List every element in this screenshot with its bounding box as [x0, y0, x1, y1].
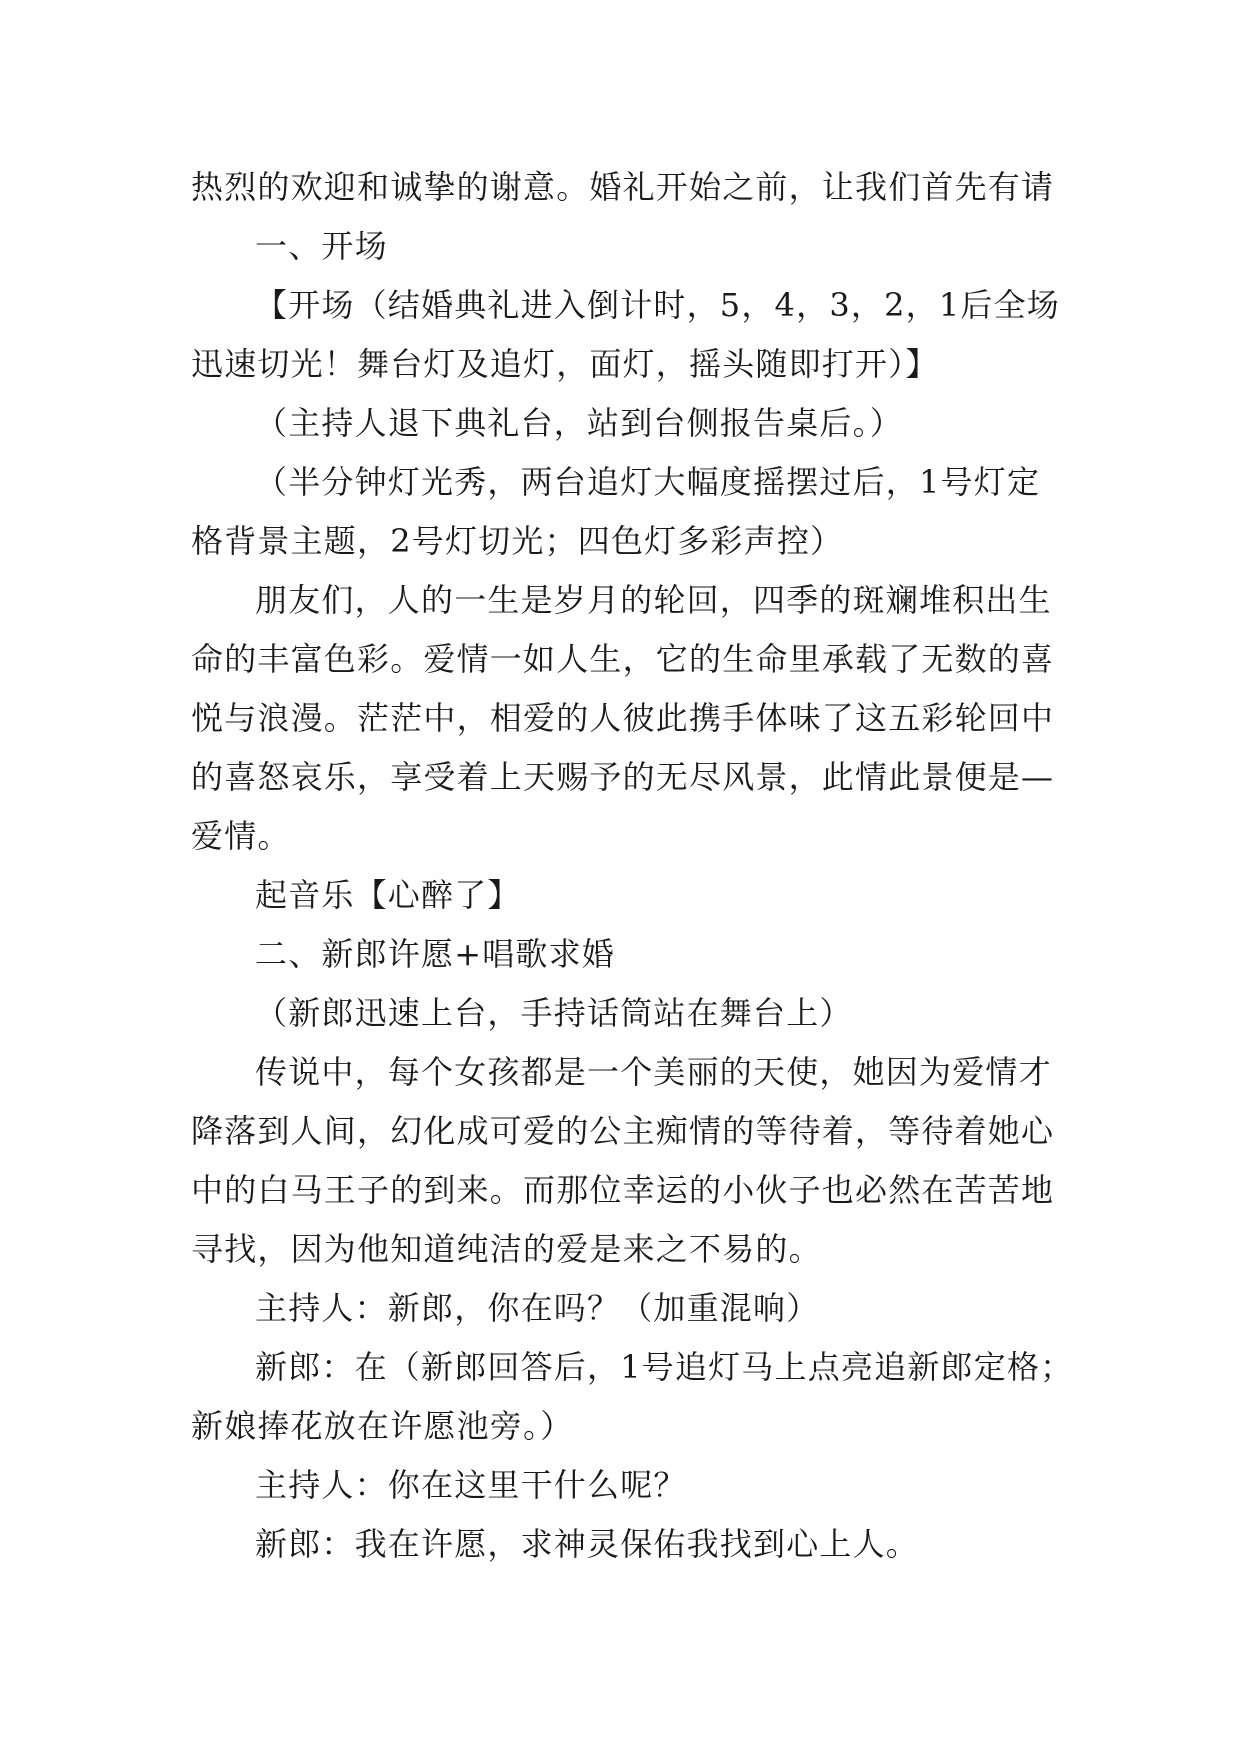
dialogue-line: 主持人：新郎，你在吗？（加重混响）: [255, 1289, 820, 1327]
text-line: 降落到人间，幻化成可爱的公主痴情的等待着，等待着她心: [191, 1112, 1055, 1150]
dialogue-line: 主持人：你在这里干什么呢？: [255, 1466, 687, 1504]
text-line: 格背景主题，2号灯切光；四色灯多彩声控）: [191, 522, 844, 560]
text-line: 起音乐【心醉了】: [255, 876, 521, 914]
text-line: 悦与浪漫。茫茫中，相爱的人彼此携手体味了这五彩轮回中: [191, 699, 1055, 737]
text-line: 爱情。: [191, 817, 291, 855]
text-line: 命的丰富色彩。爱情一如人生，它的生命里承载了无数的喜: [191, 640, 1055, 678]
text-line: 的喜怒哀乐，享受着上天赐予的无尽风景，此情此景便是—: [191, 758, 1055, 796]
document-body: [191, 158, 1074, 1574]
text-line: 【开场（结婚典礼进入倒计时，5，4，3，2，1后全场: [255, 286, 1060, 324]
text-line: 朋友们，人的一生是岁月的轮回，四季的斑斓堆积出生: [255, 581, 1052, 619]
text-line: 新娘捧花放在许愿池旁。）: [191, 1407, 574, 1445]
text-line: （主持人退下典礼台，站到台侧报告桌后。）: [255, 404, 904, 442]
text-line: 热烈的欢迎和诚挚的谢意。婚礼开始之前，让我们首先有请: [191, 168, 1055, 206]
text-line: 中的白马王子的到来。而那位幸运的小伙子也必然在苦苦地: [191, 1171, 1055, 1209]
section-heading-opening: 一、开场: [255, 227, 388, 265]
text-line: 迅速切光！舞台灯及追灯，面灯，摇头随即打开）】: [191, 345, 939, 383]
dialogue-line: 新郎：在（新郎回答后，1号追灯马上点亮追新郎定格；: [255, 1348, 1074, 1386]
text-line: （半分钟灯光秀，两台追灯大幅度摇摆过后，1号灯定: [255, 463, 1041, 501]
text-line: 寻找，因为他知道纯洁的爱是来之不易的。: [191, 1230, 822, 1268]
text-line: （新郎迅速上台，手持话筒站在舞台上）: [255, 994, 853, 1032]
dialogue-line: 新郎：我在许愿，求神灵保佑我找到心上人。: [255, 1525, 920, 1563]
section-heading-proposal: 二、新郎许愿+唱歌求婚: [255, 935, 616, 973]
text-line: 传说中，每个女孩都是一个美丽的天使，她因为爱情才: [255, 1053, 1052, 1091]
